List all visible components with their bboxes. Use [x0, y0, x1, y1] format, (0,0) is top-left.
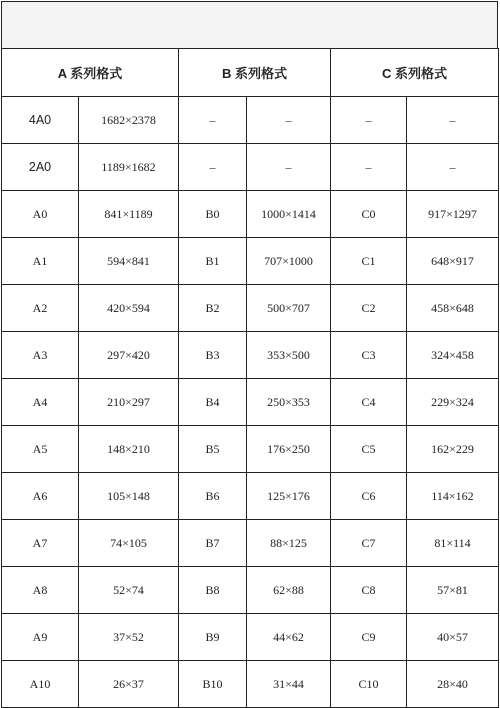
b-series-name: B1: [179, 238, 247, 285]
a-series-dimensions: 210×297: [79, 379, 179, 426]
c-series-dimensions: 458×648: [407, 285, 499, 332]
b-series-dimensions: 44×62: [247, 614, 331, 661]
c-series-name: C5: [331, 426, 407, 473]
a-series-dimensions: 148×210: [79, 426, 179, 473]
header-row: [2, 49, 499, 97]
a-series-name: A2: [2, 285, 79, 332]
a-series-dimensions: 1189×1682: [79, 144, 179, 191]
table-row: [2, 661, 499, 708]
b-series-name: B3: [179, 332, 247, 379]
c-series-dimensions: 28×40: [407, 661, 499, 708]
c-series-dimensions: 114×162: [407, 473, 499, 520]
b-series-dimensions: 353×500: [247, 332, 331, 379]
b-series-name: B6: [179, 473, 247, 520]
b-series-name: –: [179, 97, 247, 144]
a-series-dimensions: 37×52: [79, 614, 179, 661]
c-series-dimensions: 40×57: [407, 614, 499, 661]
b-series-dimensions: 88×125: [247, 520, 331, 567]
a-series-name: 2A0: [2, 144, 79, 191]
c-series-dimensions: 162×229: [407, 426, 499, 473]
b-series-name: –: [179, 144, 247, 191]
b-series-name: B9: [179, 614, 247, 661]
c-series-name: C2: [331, 285, 407, 332]
b-series-dimensions: –: [247, 97, 331, 144]
a-series-name: A3: [2, 332, 79, 379]
c-series-dimensions: 57×81: [407, 567, 499, 614]
a-series-dimensions: 420×594: [79, 285, 179, 332]
table-row: [2, 238, 499, 285]
a-series-name: A0: [2, 191, 79, 238]
a-series-dimensions: 74×105: [79, 520, 179, 567]
b-series-name: B2: [179, 285, 247, 332]
header-a-series: A 系列格式: [2, 49, 179, 97]
c-series-name: –: [331, 97, 407, 144]
a-series-dimensions: 594×841: [79, 238, 179, 285]
table-row: [2, 614, 499, 661]
paper-size-table: [1, 48, 499, 708]
table-row: [2, 285, 499, 332]
b-series-dimensions: 125×176: [247, 473, 331, 520]
a-series-name: A6: [2, 473, 79, 520]
table-body: [2, 97, 499, 708]
a-series-name: A1: [2, 238, 79, 285]
a-series-name: A8: [2, 567, 79, 614]
b-series-name: B5: [179, 426, 247, 473]
b-series-name: B10: [179, 661, 247, 708]
title-band: [1, 1, 498, 48]
a-series-dimensions: 52×74: [79, 567, 179, 614]
c-series-name: C1: [331, 238, 407, 285]
b-series-dimensions: 31×44: [247, 661, 331, 708]
c-series-dimensions: –: [407, 144, 499, 191]
c-series-name: C9: [331, 614, 407, 661]
c-series-dimensions: 917×1297: [407, 191, 499, 238]
c-series-name: C3: [331, 332, 407, 379]
b-series-name: B0: [179, 191, 247, 238]
a-series-name: 4A0: [2, 97, 79, 144]
c-series-name: –: [331, 144, 407, 191]
table-row: [2, 426, 499, 473]
a-series-dimensions: 26×37: [79, 661, 179, 708]
table-row: [2, 473, 499, 520]
c-series-name: C0: [331, 191, 407, 238]
a-series-name: A10: [2, 661, 79, 708]
header-b-series: B 系列格式: [179, 49, 331, 97]
b-series-dimensions: 500×707: [247, 285, 331, 332]
b-series-dimensions: 1000×1414: [247, 191, 331, 238]
b-series-dimensions: 62×88: [247, 567, 331, 614]
b-series-dimensions: 176×250: [247, 426, 331, 473]
b-series-name: B4: [179, 379, 247, 426]
table-row: [2, 191, 499, 238]
c-series-name: C7: [331, 520, 407, 567]
a-series-name: A7: [2, 520, 79, 567]
b-series-dimensions: 250×353: [247, 379, 331, 426]
a-series-name: A5: [2, 426, 79, 473]
a-series-dimensions: 297×420: [79, 332, 179, 379]
c-series-name: C6: [331, 473, 407, 520]
c-series-dimensions: 229×324: [407, 379, 499, 426]
c-series-name: C4: [331, 379, 407, 426]
header-c-series: C 系列格式: [331, 49, 499, 97]
table-row: [2, 567, 499, 614]
a-series-name: A4: [2, 379, 79, 426]
b-series-name: B7: [179, 520, 247, 567]
c-series-dimensions: 81×114: [407, 520, 499, 567]
b-series-dimensions: –: [247, 144, 331, 191]
a-series-dimensions: 105×148: [79, 473, 179, 520]
c-series-name: C10: [331, 661, 407, 708]
table-row: [2, 379, 499, 426]
b-series-dimensions: 707×1000: [247, 238, 331, 285]
c-series-name: C8: [331, 567, 407, 614]
c-series-dimensions: 324×458: [407, 332, 499, 379]
table-row: [2, 97, 499, 144]
table-row: [2, 144, 499, 191]
table-row: [2, 520, 499, 567]
c-series-dimensions: –: [407, 97, 499, 144]
c-series-dimensions: 648×917: [407, 238, 499, 285]
b-series-name: B8: [179, 567, 247, 614]
a-series-dimensions: 841×1189: [79, 191, 179, 238]
table-row: [2, 332, 499, 379]
a-series-dimensions: 1682×2378: [79, 97, 179, 144]
a-series-name: A9: [2, 614, 79, 661]
